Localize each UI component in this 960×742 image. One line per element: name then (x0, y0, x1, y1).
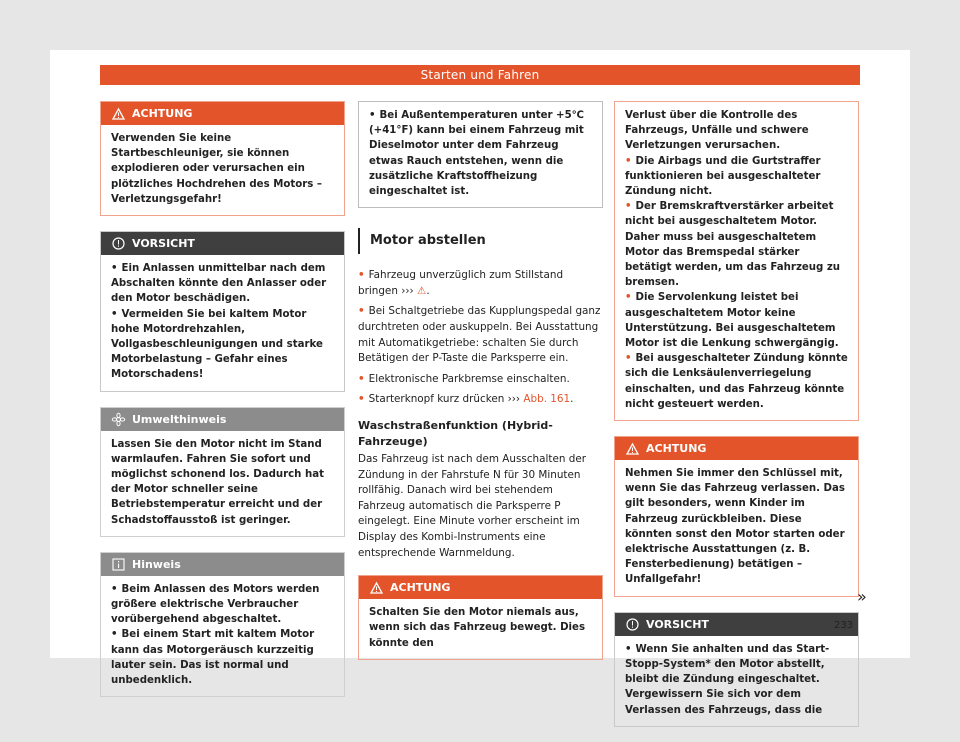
step-item: • Fahrzeug unverzüglich zum Stillstand bringen ››› ⚠. (358, 269, 564, 297)
environment-text: Lassen Sie den Motor nicht im Stand warmlaufen. Fahren Sie sofort und möglichst schonend los. Dadurch hat der Motor schneller seine Betriebstemperatur erreicht und der Schadstoffausstoß ist geringer. (111, 438, 324, 526)
continued-warning-box (614, 101, 859, 421)
warning-header (615, 437, 858, 460)
environment-header (101, 408, 344, 431)
warning-ref-link[interactable]: ⚠ (417, 284, 427, 297)
warning-box (614, 436, 859, 597)
warning-text: Nehmen Sie immer den Schlüssel mit, wenn Sie das Fahrzeug verlassen. Das gilt besonders, wenn Kinder im Fahrzeug zurückbleiben. Diese könnten sonst den Motor starten oder elektrische Ausstattungen (z. B. Fensterbedienung) betätigen – Unfallgefahr! (625, 468, 845, 586)
exclamation-circle-icon (111, 237, 125, 251)
list-item: • Vermeiden Sie bei kaltem Motor hohe Motordrehzahlen, Vollgasbeschleunigungen und starke Motorbelastung – Gefahr eines Motorschadens! (111, 308, 323, 381)
column-1 (100, 101, 345, 712)
warning-header (359, 576, 602, 599)
warning-text: Verwenden Sie keine Startbeschleuniger, sie können explodieren oder verursachen ein plötzliches Hochdrehen des Motors – Verletzungsgefahr! (111, 133, 322, 205)
list-item: • Bei ausgeschalteter Zündung könnte sich die Lenksäulenverriegelung einschalten, und das Fahrzeug könnte nicht gesteuert werden. (625, 353, 848, 410)
warning-box (358, 575, 603, 660)
subsection-title: Waschstraßenfunktion (Hybrid-Fahrzeuge) (358, 418, 553, 448)
warning-label: ACHTUNG (646, 442, 707, 456)
warning-box (100, 101, 345, 216)
step-item: • Starterknopf kurz drücken ››› Abb. 161. (358, 393, 574, 406)
continued-caution-box (358, 101, 603, 208)
caution-header (101, 232, 344, 255)
list-item: • Bei Außentemperaturen unter +5℃ (+41°F) kann bei einem Fahrzeug mit Dieselmotor unter dem Fahrzeug etwas Rauch entstehen, wenn die zusätzliche Kraftstoffheizung eingeschaltet ist. (369, 110, 585, 198)
environment-label: Umwelthinweis (132, 412, 227, 426)
caution-label: VORSICHT (646, 617, 709, 631)
list-item: • Die Servolenkung leistet bei ausgeschaltetem Motor keine Unterstützung. Bei ausgeschaltetem Motor ist die Lenkung schwergängig. (625, 292, 839, 350)
figure-ref-link[interactable]: Abb. 161 (523, 393, 571, 406)
list-item: • Wenn Sie anhalten und das Start-Stopp-System* den Motor abstellt, bleibt die Zündung eingeschaltet. Vergewissern Sie sich vor dem Verlassen des Fahrzeugs, dass die (625, 643, 830, 716)
environment-box (100, 407, 345, 537)
warning-label: ACHTUNG (390, 581, 451, 595)
warning-label: ACHTUNG (132, 107, 193, 120)
continued-arrow-icon: » (857, 587, 867, 606)
warning-text: Schalten Sie den Motor niemals aus, wenn sich das Fahrzeug bewegt. Dies könnte den (369, 607, 586, 649)
caution-box (100, 231, 345, 392)
list-item: • Ein Anlassen unmittelbar nach dem Abschalten könnte den Anlasser oder den Motor beschädigen. (111, 263, 327, 305)
caution-body (615, 636, 858, 726)
hint-body (101, 576, 344, 696)
list-item: • Die Airbags und die Gurtstraffer funktionieren bei ausgeschalteter Zündung nicht. (625, 155, 821, 198)
continued-text: Verlust über die Kontrolle des Fahrzeugs, Unfälle und schwere Verletzungen verursachen. (625, 110, 809, 152)
warning-triangle-icon (111, 107, 125, 121)
section-title: Motor abstellen (358, 228, 603, 254)
subsection-text: Das Fahrzeug ist nach dem Ausschalten der Zündung in der Fahrstufe N für 30 Minuten rollfähig. Danach wird bei stehendem Fahrzeug automatisch die Parksperre P eingelegt. Eine Minute vorher erscheint im Display des Kombi-Instruments eine entsprechende Warnmeldung. (358, 452, 586, 559)
list-item: • Der Bremskraftverstärker arbeitet nicht bei ausgeschaltetem Motor. Daher muss bei ausgeschaltetem Motor das Bremspedal stärker betätigt werden, um das Fahrzeug zu bremsen. (625, 201, 841, 289)
hint-box (100, 552, 345, 697)
list-item: • Beim Anlassen des Motors werden größere elektrische Verbraucher vorübergehend abgeschaltet. (111, 583, 320, 626)
caution-body (101, 255, 344, 391)
caution-header (615, 613, 858, 636)
leaf-icon (111, 412, 125, 426)
warning-header (101, 102, 344, 125)
exclamation-circle-icon (625, 617, 639, 631)
step-item: • Elektronische Parkbremse einschalten. (358, 372, 570, 385)
warning-triangle-icon (369, 581, 383, 595)
column-2 (358, 101, 603, 675)
chapter-header: Starten und Fahren (100, 65, 860, 85)
hint-header (101, 553, 344, 576)
caution-box (614, 612, 859, 727)
hint-label: Hinweis (132, 557, 181, 571)
caution-label: VORSICHT (132, 237, 195, 251)
warning-triangle-icon (625, 442, 639, 456)
info-icon (111, 557, 125, 571)
list-item: • Bei einem Start mit kaltem Motor kann das Motorgeräusch kurzzeitig lauter sein. Das ist normal und unbedenklich. (111, 629, 315, 687)
column-3 (614, 101, 859, 742)
page-number: 233 (834, 620, 854, 631)
step-item: • Bei Schaltgetriebe das Kupplungspedal ganz durchtreten oder auskuppeln. Bei Ausstattung mit Automatikgetriebe: schalten Sie durch Betätigen der P-Taste die Parksperre ein. (358, 305, 601, 365)
